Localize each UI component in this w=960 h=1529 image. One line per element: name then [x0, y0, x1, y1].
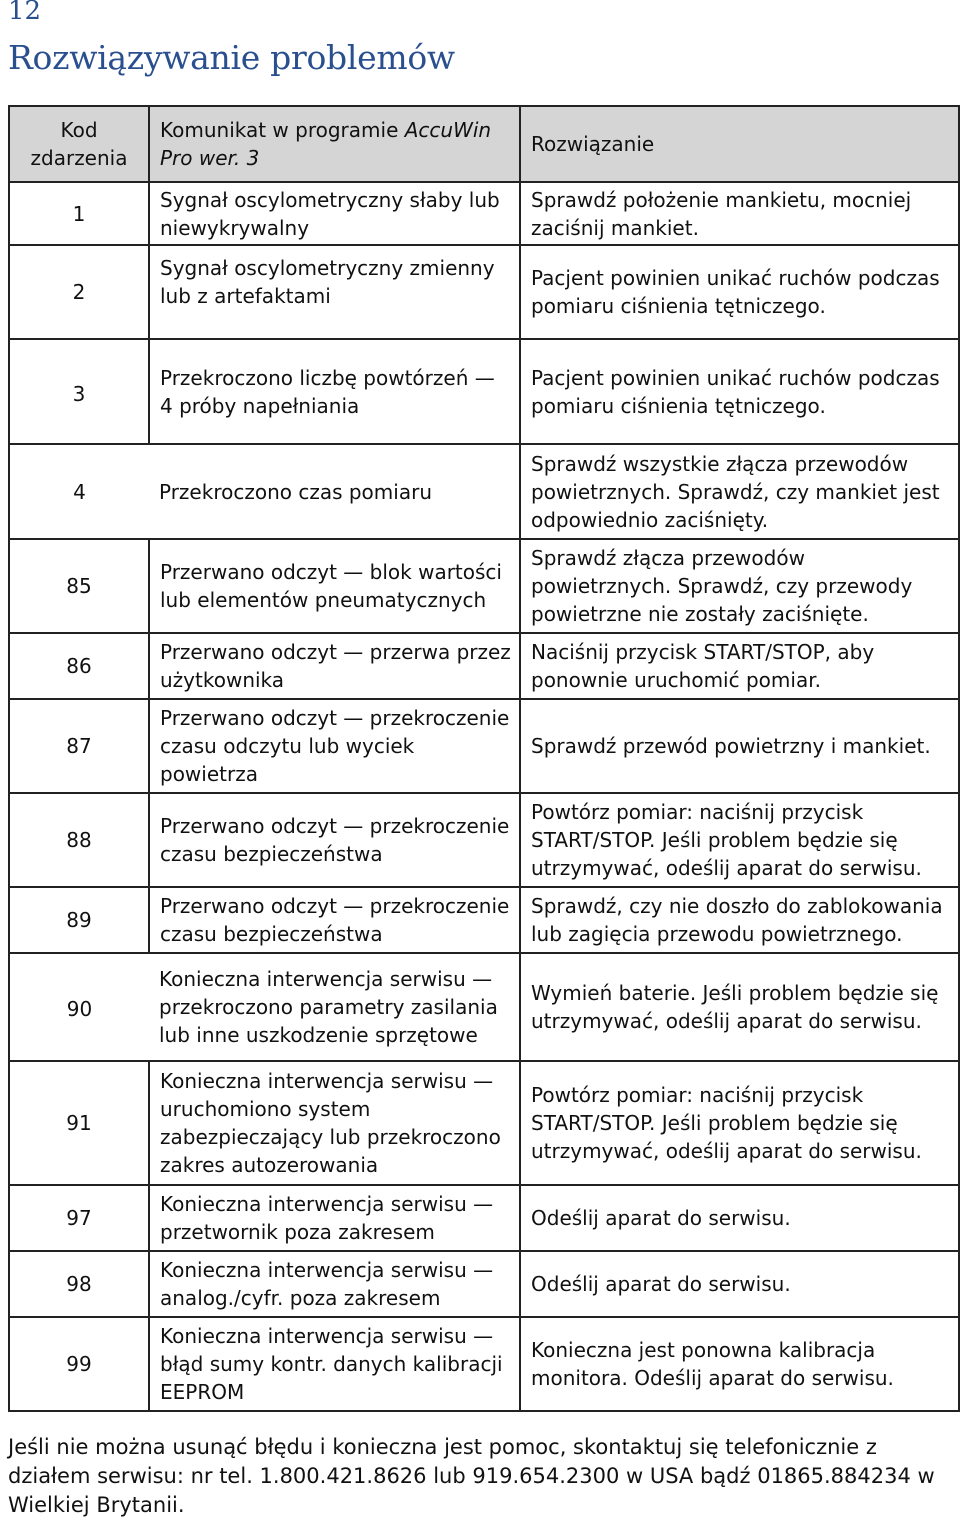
row-solution: Odeślij aparat do serwisu.: [520, 1251, 959, 1317]
header-code: Kod zdarzenia: [9, 106, 149, 182]
row-code: 2: [9, 245, 149, 339]
header-message: [149, 106, 520, 182]
row-solution: Powtórz pomiar: naciśnij przycisk START/STOP. Jeśli problem będzie się utrzymywać, odeślij aparat do serwisu.: [520, 1061, 959, 1185]
row-message: Przerwano odczyt — blok wartości lub elementów pneumatycznych: [149, 539, 520, 633]
row-message: Przerwano odczyt — przerwa przez użytkownika: [149, 633, 520, 699]
table-row: [9, 633, 959, 699]
row-message: Sygnał oscylometryczny słaby lub niewykrywalny: [149, 182, 520, 245]
row-message: Przekroczono czas pomiaru: [149, 444, 520, 539]
row-message: Przerwano odczyt — przekroczenie czasu bezpieczeństwa: [149, 793, 520, 887]
row-solution: Pacjent powinien unikać ruchów podczas pomiaru ciśnienia tętniczego.: [520, 339, 959, 444]
row-code: 89: [9, 887, 149, 953]
row-solution: Sprawdź położenie mankietu, mocniej zaciśnij mankiet.: [520, 182, 959, 245]
header-message-prefix: Komunikat w programie: [160, 118, 405, 142]
troubleshooting-table: [8, 105, 960, 1412]
table-row: [9, 953, 959, 1061]
row-code: 85: [9, 539, 149, 633]
table-row: [9, 1061, 959, 1185]
row-code: 97: [9, 1185, 149, 1251]
row-solution: Sprawdź przewód powietrzny i mankiet.: [520, 699, 959, 793]
row-code: 90: [9, 953, 149, 1061]
row-code: 4: [9, 444, 149, 539]
table-row: [9, 339, 959, 444]
header-solution: Rozwiązanie: [520, 106, 959, 182]
row-solution: Sprawdź złącza przewodów powietrznych. Sprawdź, czy przewody powietrzne nie zostały zaciśnięte.: [520, 539, 959, 633]
table-row: [9, 1185, 959, 1251]
row-message: Konieczna interwencja serwisu — przetwornik poza zakresem: [149, 1185, 520, 1251]
row-solution: Sprawdź, czy nie doszło do zablokowania lub zagięcia przewodu powietrznego.: [520, 887, 959, 953]
header-message-italic: AccuWin Pro wer. 3: [160, 118, 492, 170]
row-code: 1: [9, 182, 149, 245]
row-message: Konieczna interwencja serwisu — błąd sumy kontr. danych kalibracji EEPROM: [149, 1317, 520, 1411]
table-row: [9, 182, 959, 245]
row-code: 87: [9, 699, 149, 793]
row-message: Konieczna interwencja serwisu — uruchomiono system zabezpieczający lub przekroczono zakres autozerowania: [149, 1061, 520, 1185]
row-solution: Powtórz pomiar: naciśnij przycisk START/STOP. Jeśli problem będzie się utrzymywać, odeślij aparat do serwisu.: [520, 793, 959, 887]
table-row: [9, 245, 959, 339]
table-row: [9, 699, 959, 793]
table-row: [9, 793, 959, 887]
table-header-row: [9, 106, 959, 182]
row-solution: Wymień baterie. Jeśli problem będzie się utrzymywać, odeślij aparat do serwisu.: [520, 953, 959, 1061]
row-message: Konieczna interwencja serwisu — analog./cyfr. poza zakresem: [149, 1251, 520, 1317]
table-row: [9, 539, 959, 633]
page-number: 12: [8, 0, 42, 26]
row-code: 3: [9, 339, 149, 444]
row-code: 91: [9, 1061, 149, 1185]
row-message: Sygnał oscylometryczny zmienny lub z artefaktami: [149, 245, 520, 339]
row-message: Przerwano odczyt — przekroczenie czasu bezpieczeństwa: [149, 887, 520, 953]
table-row: [9, 887, 959, 953]
row-solution: Konieczna jest ponowna kalibracja monitora. Odeślij aparat do serwisu.: [520, 1317, 959, 1411]
table-row: [9, 444, 959, 539]
page-title: Rozwiązywanie problemów: [8, 38, 455, 77]
row-code: 88: [9, 793, 149, 887]
row-message: Konieczna interwencja serwisu — przekroczono parametry zasilania lub inne uszkodzenie sprzętowe: [149, 953, 520, 1061]
row-code: 86: [9, 633, 149, 699]
table-row: [9, 1317, 959, 1411]
row-solution: Pacjent powinien unikać ruchów podczas pomiaru ciśnienia tętniczego.: [520, 245, 959, 339]
row-solution: Naciśnij przycisk START/STOP, aby ponownie uruchomić pomiar.: [520, 633, 959, 699]
table-row: [9, 1251, 959, 1317]
row-code: 99: [9, 1317, 149, 1411]
service-contact-note: Jeśli nie można usunąć błędu i konieczna jest pomoc, skontaktuj się telefonicznie z działem serwisu: nr tel. 1.800.421.8626 lub 919.654.2300 w USA bądź 01865.884234 w Wielkiej Brytanii.: [8, 1435, 935, 1517]
row-code: 98: [9, 1251, 149, 1317]
row-solution: Odeślij aparat do serwisu.: [520, 1185, 959, 1251]
row-solution: Sprawdź wszystkie złącza przewodów powietrznych. Sprawdź, czy mankiet jest odpowiednio zaciśnięty.: [520, 444, 959, 539]
row-message: Przekroczono liczbę powtórzeń — 4 próby napełniania: [149, 339, 520, 444]
row-message: Przerwano odczyt — przekroczenie czasu odczytu lub wyciek powietrza: [149, 699, 520, 793]
